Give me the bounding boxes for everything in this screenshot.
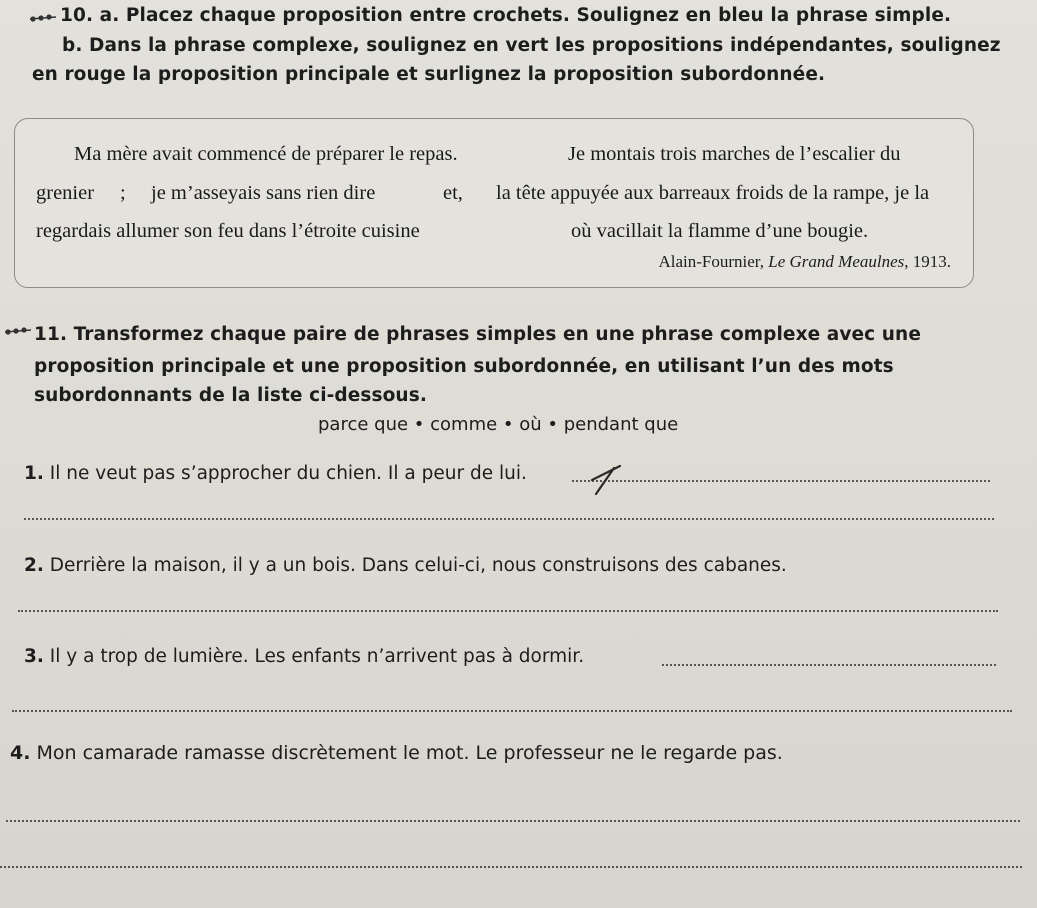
item-2 [24,555,787,576]
answer-line-1b[interactable] [24,518,994,520]
passage-line-3a: regardais allumer son feu dans l’étroite cuisine [36,220,420,242]
answer-line-1a[interactable] [572,480,990,482]
passage-line-1b: Je montais trois marches de l’escalier du [568,143,901,165]
passage-line-2c: je m’asseyais sans rien dire [151,182,376,204]
item-3-text: Il y a trop de lumière. Les enfants n’arrivent pas à dormir. [49,646,585,667]
exercise-11-line-3: subordonnants de la liste ci-dessous. [34,385,427,406]
exercise-10-line-a: 10. a. Placez chaque proposition entre crochets. Soulignez en bleu la phrase simple. [60,5,952,26]
source-author: Alain-Fournier, [658,252,765,271]
source-year: , 1913. [904,252,951,271]
passage-line-2d: et, [443,182,463,204]
item-3-number: 3. [24,646,44,667]
item-4-text: Mon camarade ramasse discrètement le mot. Le professeur ne le regarde pas. [36,742,783,764]
item-1-number: 1. [24,463,44,484]
exercise-11-line-2: proposition principale et une proposition subordonnée, en utilisant l’un des mots [34,356,894,377]
difficulty-dots-icon [5,326,31,336]
passage-line-3b: où vacillait la flamme d’une bougie. [571,220,869,242]
item-1-text: Il ne veut pas s’approcher du chien. Il a peur de lui. [49,463,527,484]
passage-line-1a: Ma mère avait commencé de préparer le repas. [74,143,458,165]
passage-line-2e: la tête appuyée aux barreaux froids de la rampe, je la [496,182,930,204]
answer-line-4a[interactable] [6,820,1020,822]
answer-line-3a[interactable] [662,664,996,666]
item-1 [24,463,527,484]
item-3 [24,646,584,667]
source-title: Le Grand Meaulnes [768,252,905,271]
passage-source [658,252,951,272]
exercise-10-line-b1: b. Dans la phrase complexe, soulignez en vert les propositions indépendantes, soulignez [62,35,1001,56]
exercise-11-line-1: 11. Transformez chaque paire de phrases simples en une phrase complexe avec une [34,324,921,345]
item-4-number: 4. [10,742,31,764]
passage-line-2a: grenier [36,182,95,204]
item-2-number: 2. [24,555,44,576]
item-4 [10,742,783,764]
answer-line-3b[interactable] [12,710,1012,712]
exercise-10-line-b2: en rouge la proposition principale et surlignez la proposition subordonnée. [32,64,826,85]
difficulty-dots-icon [30,13,56,23]
pencil-stroke-mark [590,462,630,496]
subordinating-words-list: parce que • comme • où • pendant que [318,414,679,435]
answer-line-2[interactable] [18,610,998,612]
item-2-text: Derrière la maison, il y a un bois. Dans celui-ci, nous construisons des cabanes. [49,555,787,576]
answer-line-4b[interactable] [0,866,1022,868]
passage-line-2b: ; [120,182,126,204]
